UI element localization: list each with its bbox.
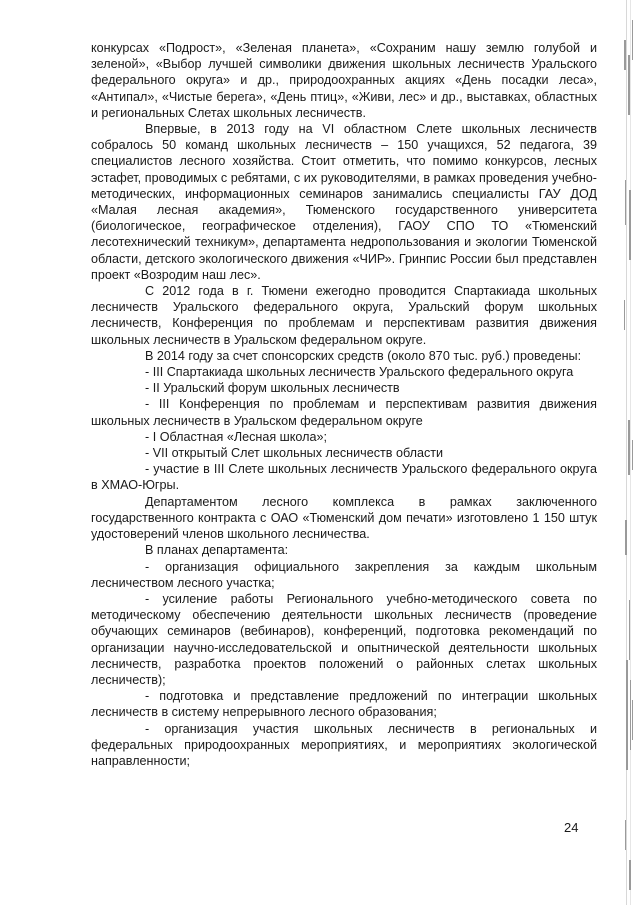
paragraph: Впервые, в 2013 году на VI областном Слете школьных лесничеств собралось 50 команд школьных лесничеств – 150 учащихся, 52 педагога, 39 специалистов лесного хозяйства. Стоит отметить, что помимо конкурсов, лесных эстафет, проводимых с ребятами, с их руководителями, в рамках проведения учебно-методических, информационных семинаров занимались специалисты ГАУ ДОД «Малая лесная академия», Тюменского государственного университета (биологическое, географическое отделения), ГАОУ СПО ТО «Тюменский лесотехнический техникум», департамента недропользования и экологии Тюменской области, детского экологического движения «ЧИР». Гринпис России был представлен проект «Возродим наш лес». [91,122,597,282]
paragraph: В планах департамента: [145,543,289,558]
page-number: 24 [564,820,579,835]
list-item: - участие в III Слете школьных лесничеств Уральского федерального округа в ХМАО-Югры. [91,462,597,493]
list-item: - I Областная «Лесная школа»; [145,429,328,444]
paragraph: Департаментом лесного комплекса в рамках заключенного государственного контракта с ОАО «Тюменский дом печати» изготовлено 1 150 штук удостоверений членов школьного лесничества. [91,494,597,542]
list-item: - организация участия школьных лесничеств в региональных и федеральных природоохранных мероприятиях, и мероприятиях экологической направленности; [91,721,597,768]
scan-edge-artifact [616,0,640,905]
list-item: - III Спартакиада школьных лесничеств Уральского федерального округа [145,365,574,380]
list-item: - II Уральский форум школьных лесничеств [145,381,400,396]
body-text [91,40,597,769]
list-item: - III Конференция по проблемам и перспективам развития движения школьных лесничеств в Уральском федеральном округе [91,397,597,428]
paragraph: В 2014 году за счет спонсорских средств (около 870 тыс. руб.) проведены: [145,348,582,363]
list-item: - организация официального закрепления за каждым школьным лесничеством лесного участка; [91,559,597,590]
list-item: - VII открытый Слет школьных лесничеств области [145,446,444,461]
list-item: - усиление работы Регионального учебно-методического совета по методическому обеспечению деятельности школьных лесничеств (проведение обучающих семинаров (вебинаров), конференций, подготовка рекомендаций по организации научно-исследовательской и опытнической деятельности школьных лесничеств, разработка проектов положений о районных слетах школьных лесничеств); [91,591,597,687]
paragraph: конкурсах «Подрост», «Зеленая планета», «Сохраним нашу землю голубой и зеленой», «Выбор лучшей символики движения школьных лесничеств Уральского федерального округа» и др., природоохранных акциях «День посадки леса», «Антипал», «Чистые берега», «День птиц», «Живи, лес» и др., выставках, областных и региональных Слетах школьных лесничеств. [91,41,597,120]
list-item: - подготовка и представление предложений по интеграции школьных лесничеств в систему непрерывного лесного образования; [91,689,597,720]
paragraph: С 2012 года в г. Тюмени ежегодно проводится Спартакиада школьных лесничеств Уральского федерального округа, Уральский форум школьных лесничеств, Конференция по проблемам и перспективам развития движения школьных лесничеств в Уральском федеральном округе. [91,284,597,347]
